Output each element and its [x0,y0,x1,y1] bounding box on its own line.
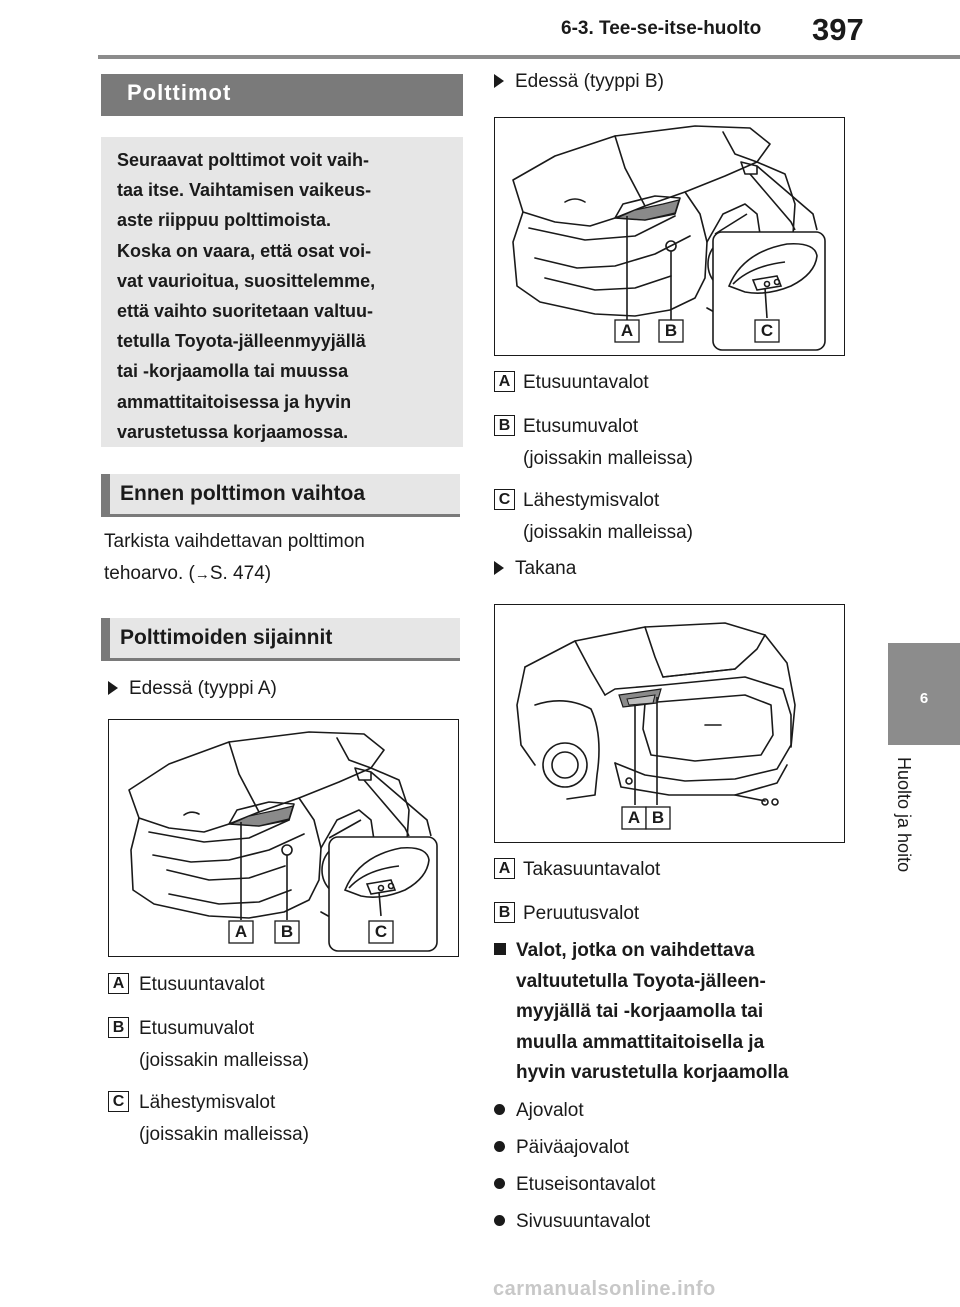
list-item: Sivusuuntavalot [494,1203,655,1240]
legend-item-c [139,1087,309,1151]
legend-item-a: Takasuuntavalot [523,859,661,880]
front-b-label-text: Edessä (tyyppi B) [515,71,664,92]
dealer-heading-line: Valot, jotka on vaihdettava [494,936,854,967]
intro-line: Koska on vaara, että osat voi- [117,240,372,261]
triangle-bullet-icon [494,74,504,88]
legend-item-c-line2: (joissakin malleissa) [523,522,693,543]
main-title-box [101,74,463,116]
figure-label-a: A [234,922,248,941]
intro-line: ammattitaitoisessa ja hyvin [117,391,352,412]
legend-item-b-line2: (joissakin malleissa) [139,1050,309,1071]
legend-badge-b: B [494,415,515,436]
main-title: Polttimot [127,80,232,105]
legend-item-c-line1: Lähestymisvalot [139,1092,276,1113]
before-title: Ennen polttimon vaihtoa [120,482,365,505]
locations-title: Polttimoiden sijainnit [120,626,333,649]
figure-label-c: C [374,922,388,941]
legend-badge-c: C [494,489,515,510]
legend-badge-b: B [494,902,515,923]
front-type-b-figure [494,117,845,356]
triangle-bullet-icon [494,561,504,575]
legend-item-c-line2: (joissakin malleissa) [139,1124,309,1145]
before-text-line: Tarkista vaihdettavan polttimon [104,531,365,552]
list-item: Ajovalot [494,1092,655,1129]
before-text-line [104,558,365,591]
list-item: Etuseisontavalot [494,1166,655,1203]
figure-label-b: B [651,808,665,827]
figure-label-c: C [760,321,774,340]
dealer-heading-line: muulla ammattitaitoisella ja [516,1031,765,1053]
intro-line: varustetussa korjaamossa. [117,421,349,442]
chapter-label: Huolto ja hoito [894,757,914,873]
legend-badge-c: C [108,1091,129,1112]
dealer-heading-line: hyvin varustetulla korjaamolla [516,1062,789,1083]
legend-item-b [139,1013,309,1077]
chapter-number: 6 [919,690,929,707]
bullet-icon [494,1104,505,1115]
before-title-underline [101,514,460,517]
intro-line: taa itse. Vaihtamisen vaikeus- [117,180,372,201]
legend-item-b [523,411,693,475]
legend-item-b: Peruutusvalot [523,903,640,924]
legend-item-a: Etusuuntavalot [523,372,649,393]
dealer-list [494,1092,655,1240]
legend-item-c-line1: Lähestymisvalot [523,490,660,511]
legend-badge-a: A [108,973,129,994]
list-item: Päiväajovalot [494,1129,655,1166]
figure-label-b: B [664,321,678,340]
dealer-heading [494,936,854,1089]
legend-item-c [523,485,693,549]
square-bullet-icon [494,943,506,955]
intro-line: tetulla Toyota-jälleenmyyjällä [117,331,366,352]
legend-item-b-line1: Etusumuvalot [523,416,639,437]
triangle-bullet-icon [108,681,118,695]
watermark: carmanualsonline.info [493,1278,716,1300]
header-rule [98,55,960,59]
dealer-heading-line: myyjällä tai -korjaamolla tai [516,1001,764,1022]
bullet-icon [494,1178,505,1189]
intro-line: Seuraavat polttimot voit vaih- [117,150,370,170]
legend-item-a: Etusuuntavalot [139,974,265,995]
before-title-box [101,474,460,514]
before-text-prefix: tehoarvo. ( [104,563,195,584]
front-a-label-text: Edessä (tyyppi A) [129,678,277,699]
legend-badge-a: A [494,371,515,392]
locations-title-box [101,618,460,658]
legend-badge-a: A [494,858,515,879]
dealer-heading-line: valtuutetulla Toyota-jälleen- [516,970,766,992]
legend-item-b-line2: (joissakin malleissa) [523,448,693,469]
intro-line: vat vaurioitua, suosittelemme, [117,270,376,291]
figure-label-a: A [627,808,641,827]
legend-item-b-line1: Etusumuvalot [139,1018,255,1039]
legend-badge-b: B [108,1017,129,1038]
before-text [104,526,365,591]
arrow-icon: → [194,566,210,583]
intro-line: tai -korjaamolla tai muussa [117,361,349,382]
rear-label-text: Takana [515,558,577,579]
front-a-label [108,673,277,705]
page-reference-link[interactable]: S. 474) [209,563,272,584]
front-type-a-figure [108,719,459,957]
figure-label-b: B [280,922,294,941]
page-number: 397 [812,12,864,47]
section-title: 6-3. Tee-se-itse-huolto [561,18,762,39]
intro-line: että vaihto suoritetaan valtuu- [117,301,374,322]
front-b-label [494,66,664,98]
rear-label [494,553,576,585]
intro-line: aste riippuu polttimoista. [117,210,332,231]
locations-title-underline [101,658,460,661]
intro-box [101,137,463,447]
rear-figure [494,604,845,843]
figure-label-a: A [620,321,634,340]
bullet-icon [494,1215,505,1226]
bullet-icon [494,1141,505,1152]
